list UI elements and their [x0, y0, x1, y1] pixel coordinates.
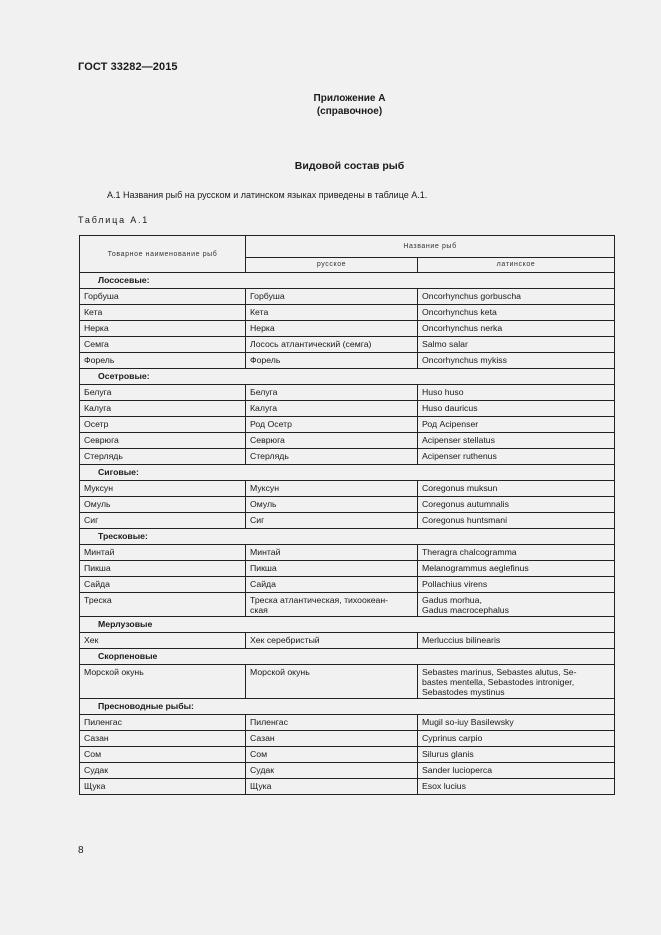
- table-row: [80, 731, 615, 747]
- page-number: 8: [78, 845, 84, 856]
- latin-name-cell: Mugil so-iuy Basilewsky: [418, 715, 615, 731]
- group-name: Осетровые:: [80, 369, 615, 385]
- section-title-text: Видовой состав рыб: [294, 160, 405, 172]
- russian-name-cell: Форель: [246, 353, 418, 369]
- table-row: [80, 577, 615, 593]
- latin-name-cell: Merluccius bilinearis: [418, 633, 615, 649]
- table-row: [80, 337, 615, 353]
- merchant-name-cell: Севрюга: [80, 433, 246, 449]
- merchant-name-cell: Стерлядь: [80, 449, 246, 465]
- russian-name-cell: Горбуша: [246, 289, 418, 305]
- table-row: [80, 321, 615, 337]
- latin-name-cell: Huso dauricus: [418, 401, 615, 417]
- table-row: [80, 433, 615, 449]
- table-row: [80, 353, 615, 369]
- table-row: [80, 417, 615, 433]
- merchant-name-cell: Пиленгас: [80, 715, 246, 731]
- russian-name-cell: Пиленгас: [246, 715, 418, 731]
- table-row: [80, 747, 615, 763]
- russian-name-cell: Севрюга: [246, 433, 418, 449]
- table-row: [80, 545, 615, 561]
- latin-name-cell: Sebastes marinus, Sebastes alutus, Se- bastes mentella, Sebastodes introniger, Sebastodes mystinus: [418, 665, 615, 699]
- fish-species-table: [79, 235, 615, 795]
- group-row: [80, 529, 615, 545]
- latin-name-cell: Coregonus huntsmani: [418, 513, 615, 529]
- group-name: Лососевые:: [80, 273, 615, 289]
- latin-name-cell: Acipenser stellatus: [418, 433, 615, 449]
- merchant-name-cell: Омуль: [80, 497, 246, 513]
- russian-name-cell: Сом: [246, 747, 418, 763]
- merchant-name-cell: Минтай: [80, 545, 246, 561]
- table-row: [80, 449, 615, 465]
- merchant-name-cell: Сиг: [80, 513, 246, 529]
- table-row: [80, 401, 615, 417]
- group-name: Скорпеновые: [80, 649, 615, 665]
- merchant-name-cell: Морской окунь: [80, 665, 246, 699]
- table-row: [80, 513, 615, 529]
- header-russian: русское: [246, 257, 418, 272]
- group-row: [80, 617, 615, 633]
- table-row: [80, 779, 615, 795]
- merchant-name-cell: Сом: [80, 747, 246, 763]
- table-row: [80, 481, 615, 497]
- header-merchant-name: Товарное наименование рыб: [80, 236, 246, 273]
- group-name: Тресковые:: [80, 529, 615, 545]
- table-row: [80, 715, 615, 731]
- header-latin: латинское: [418, 257, 615, 272]
- russian-name-cell: Щука: [246, 779, 418, 795]
- russian-name-cell: Треска атлантическая, тихоокеан- ская: [246, 593, 418, 617]
- russian-name-cell: Кета: [246, 305, 418, 321]
- group-row: [80, 649, 615, 665]
- russian-name-cell: Род Осетр: [246, 417, 418, 433]
- latin-name-cell: Coregonus muksun: [418, 481, 615, 497]
- latin-name-cell: Huso huso: [418, 385, 615, 401]
- russian-name-cell: Морской окунь: [246, 665, 418, 699]
- appendix-subtitle: (справочное): [316, 106, 383, 117]
- merchant-name-cell: Сазан: [80, 731, 246, 747]
- table-caption: Таблица А.1: [78, 215, 150, 225]
- group-row: [80, 273, 615, 289]
- intro-paragraph: А.1 Названия рыб на русском и латинском языках приведены в таблице А.1.: [107, 190, 428, 200]
- group-row: [80, 699, 615, 715]
- table-row: [80, 633, 615, 649]
- merchant-name-cell: Муксун: [80, 481, 246, 497]
- latin-name-cell: Oncorhynchus gorbuscha: [418, 289, 615, 305]
- table-row: [80, 289, 615, 305]
- latin-name-cell: Silurus glanis: [418, 747, 615, 763]
- russian-name-cell: Пикша: [246, 561, 418, 577]
- table-row: [80, 763, 615, 779]
- merchant-name-cell: Пикша: [80, 561, 246, 577]
- russian-name-cell: Нерка: [246, 321, 418, 337]
- merchant-name-cell: Осетр: [80, 417, 246, 433]
- latin-name-cell: Coregonus autumnalis: [418, 497, 615, 513]
- russian-name-cell: Сазан: [246, 731, 418, 747]
- merchant-name-cell: Нерка: [80, 321, 246, 337]
- latin-name-cell: Acipenser ruthenus: [418, 449, 615, 465]
- table-header: [80, 236, 615, 273]
- latin-name-cell: Oncorhynchus mykiss: [418, 353, 615, 369]
- latin-name-cell: Melanogrammus aeglefinus: [418, 561, 615, 577]
- group-row: [80, 465, 615, 481]
- latin-name-cell: Esox lucius: [418, 779, 615, 795]
- table-body: [80, 273, 615, 795]
- russian-name-cell: Стерлядь: [246, 449, 418, 465]
- merchant-name-cell: Семга: [80, 337, 246, 353]
- russian-name-cell: Лосось атлантический (семга): [246, 337, 418, 353]
- table-row: [80, 305, 615, 321]
- section-title: [0, 160, 661, 172]
- merchant-name-cell: Хек: [80, 633, 246, 649]
- group-row: [80, 369, 615, 385]
- russian-name-cell: Хек серебристый: [246, 633, 418, 649]
- latin-name-cell: Sander lucioperca: [418, 763, 615, 779]
- header-name-group: Название рыб: [246, 236, 615, 258]
- russian-name-cell: Минтай: [246, 545, 418, 561]
- latin-name-cell: Pollachius virens: [418, 577, 615, 593]
- merchant-name-cell: Кета: [80, 305, 246, 321]
- group-name: Пресноводные рыбы:: [80, 699, 615, 715]
- merchant-name-cell: Форель: [80, 353, 246, 369]
- merchant-name-cell: Сайда: [80, 577, 246, 593]
- merchant-name-cell: Судак: [80, 763, 246, 779]
- latin-name-cell: Salmo salar: [418, 337, 615, 353]
- appendix-heading: [0, 92, 661, 118]
- table-row: [80, 593, 615, 617]
- merchant-name-cell: Горбуша: [80, 289, 246, 305]
- merchant-name-cell: Калуга: [80, 401, 246, 417]
- russian-name-cell: Омуль: [246, 497, 418, 513]
- russian-name-cell: Сайда: [246, 577, 418, 593]
- latin-name-cell: Род Acipenser: [418, 417, 615, 433]
- table-row: [80, 665, 615, 699]
- table-row: [80, 497, 615, 513]
- group-name: Мерлузовые: [80, 617, 615, 633]
- russian-name-cell: Белуга: [246, 385, 418, 401]
- table-row: [80, 561, 615, 577]
- russian-name-cell: Муксун: [246, 481, 418, 497]
- latin-name-cell: Cyprinus carpio: [418, 731, 615, 747]
- latin-name-cell: Gadus morhua, Gadus macrocephalus: [418, 593, 615, 617]
- merchant-name-cell: Щука: [80, 779, 246, 795]
- latin-name-cell: Theragra chalcogramma: [418, 545, 615, 561]
- latin-name-cell: Oncorhynchus keta: [418, 305, 615, 321]
- table-row: [80, 385, 615, 401]
- russian-name-cell: Калуга: [246, 401, 418, 417]
- latin-name-cell: Oncorhynchus nerka: [418, 321, 615, 337]
- document-code: ГОСТ 33282—2015: [78, 61, 178, 73]
- group-name: Сиговые:: [80, 465, 615, 481]
- russian-name-cell: Судак: [246, 763, 418, 779]
- appendix-title: Приложение А: [313, 93, 386, 104]
- merchant-name-cell: Треска: [80, 593, 246, 617]
- merchant-name-cell: Белуга: [80, 385, 246, 401]
- russian-name-cell: Сиг: [246, 513, 418, 529]
